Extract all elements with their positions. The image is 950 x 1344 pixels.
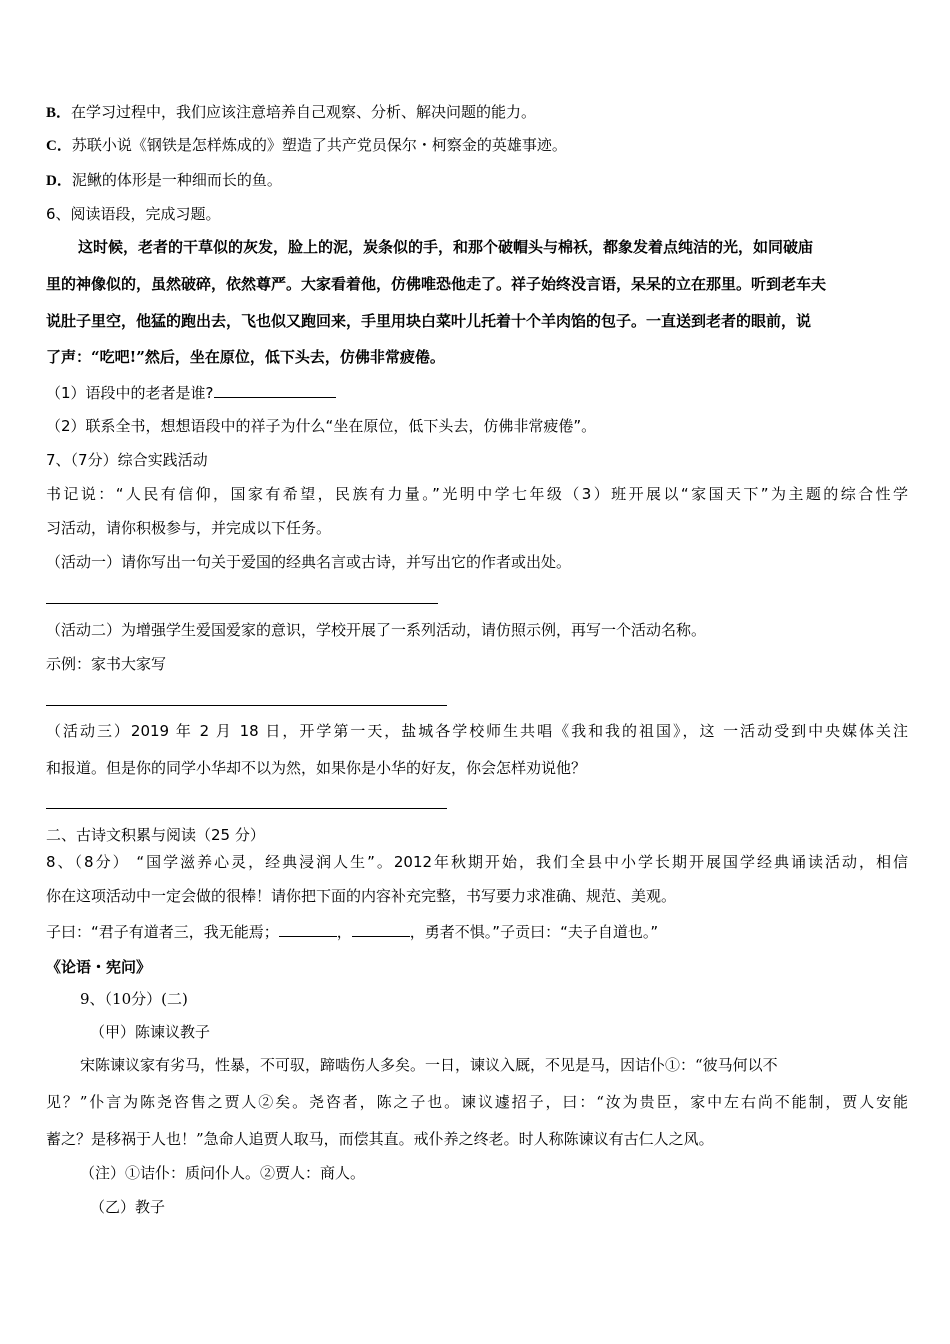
q6-passage-line: 了声：“吃吧!”然后，坐在原位，低下头去，仿佛非常疲倦。 [46,348,445,366]
section-heading: 二、古诗文积累与阅读（25 分） [46,826,265,844]
q6-passage-line: 里的神像似的，虽然破碎，依然尊严。大家看着他，仿佛唯恐他走了。祥子始终没言语，呆呆的立在那里。听到老车夫 [46,275,827,293]
q7-activity-1: （活动一）请你写出一句关于爱国的经典名言或古诗，并写出它的作者或出处。 [46,553,572,571]
q9-jia-title: （甲）陈谏议教子 [90,1023,211,1041]
q6-sub1: （1）语段中的老者是谁? [46,382,910,404]
q7-intro-line: 习活动，请你积极参与，并完成以下任务。 [46,519,332,537]
answer-blank [279,921,337,937]
answer-blank [352,921,410,937]
q7-activity-3-line: （活动三）2019 年 2 月 18 日，开学第一天，盐城各学校师生共唱《我和我的祖国》，这 一活动受到中央媒体关注 [46,722,908,740]
q6-passage-line: 这时候，老者的干草似的灰发，脸上的泥，炭条似的手，和那个破帽头与棉袄，都象发着点纯洁的光，如同破庙 [78,238,814,256]
q5-option-c: C．苏联小说《钢铁是怎样炼成的》塑造了共产党员保尔・柯察金的英雄事迹。 [46,136,567,154]
q9-title: 9、（10分）(二) [80,990,188,1008]
q7-activity-2: （活动二）为增强学生爱国爱家的意识，学校开展了一系列活动，请仿照示例，再写一个活动名称。 [46,621,707,639]
q9-note: （注）①诘仆：质问仆人。②贾人：商人。 [80,1164,366,1182]
answer-line [46,705,447,706]
q6-passage-line: 说肚子里空，他猛的跑出去，飞也似又跑回来，手里用块白菜叶儿托着十个羊肉馅的包子。一直送到老者的眼前，说 [46,312,812,330]
q7-title: 7、（7分）综合实践活动 [46,451,208,469]
answer-line [46,603,438,604]
q5-option-b: B．在学习过程中，我们应该注意培养自己观察、分析、解决问题的能力。 [46,103,537,121]
q9-jia-line: 蓄之？是移祸于人也！”急命人追贾人取马，而偿其直。戒仆养之终老。时人称陈谏议有古仁人之风。 [46,1130,714,1148]
q8-source: 《论语・宪问》 [46,958,152,976]
q9-jia-line: 见？”仆言为陈尧咨售之贾人②矣。尧咨者，陈之子也。谏议遽招子，曰：“汝为贵臣，家中左右尚不能制，贾人安能 [46,1093,908,1111]
q9-yi-title: （乙）教子 [90,1198,166,1216]
answer-line [46,808,447,809]
q8-line: 8、（8分） “国学滋养心灵，经典浸润人生”。2012年秋期开始，我们全县中小学长期开展国学经典诵读活动，相信 [46,853,908,871]
q7-example: 示例：家书大家写 [46,655,167,673]
q8-quote: 子曰：“君子有道者三，我无能焉； ， ，勇者不惧。”子贡曰：“夫子自道也。” [46,923,659,941]
q8-line: 你在这项活动中一定会做的很棒！请你把下面的内容补充完整，书写要力求准确、规范、美观。 [46,887,677,905]
q6-sub2: （2）联系全书，想想语段中的祥子为什么“坐在原位，低下头去，仿佛非常疲倦”。 [46,417,597,435]
q7-activity-3-line: 和报道。但是你的同学小华却不以为然，如果你是小华的好友，你会怎样劝说他？ [46,759,587,777]
q7-intro-line: 书记说：“人民有信仰，国家有希望，民族有力量。”光明中学七年级（3）班开展以“家国天下”为主题的综合性学 [46,485,908,503]
q9-jia-line: 宋陈谏议家有劣马，性暴，不可驭，蹄啮伤人多矣。一日，谏议入厩，不见是马，因诘仆①：“彼马何以不 [80,1056,778,1074]
q5-option-d: D．泥鳅的体形是一种细而长的鱼。 [46,171,282,189]
q6-title: 6、阅读语段，完成习题。 [46,205,221,223]
answer-blank [214,382,336,398]
